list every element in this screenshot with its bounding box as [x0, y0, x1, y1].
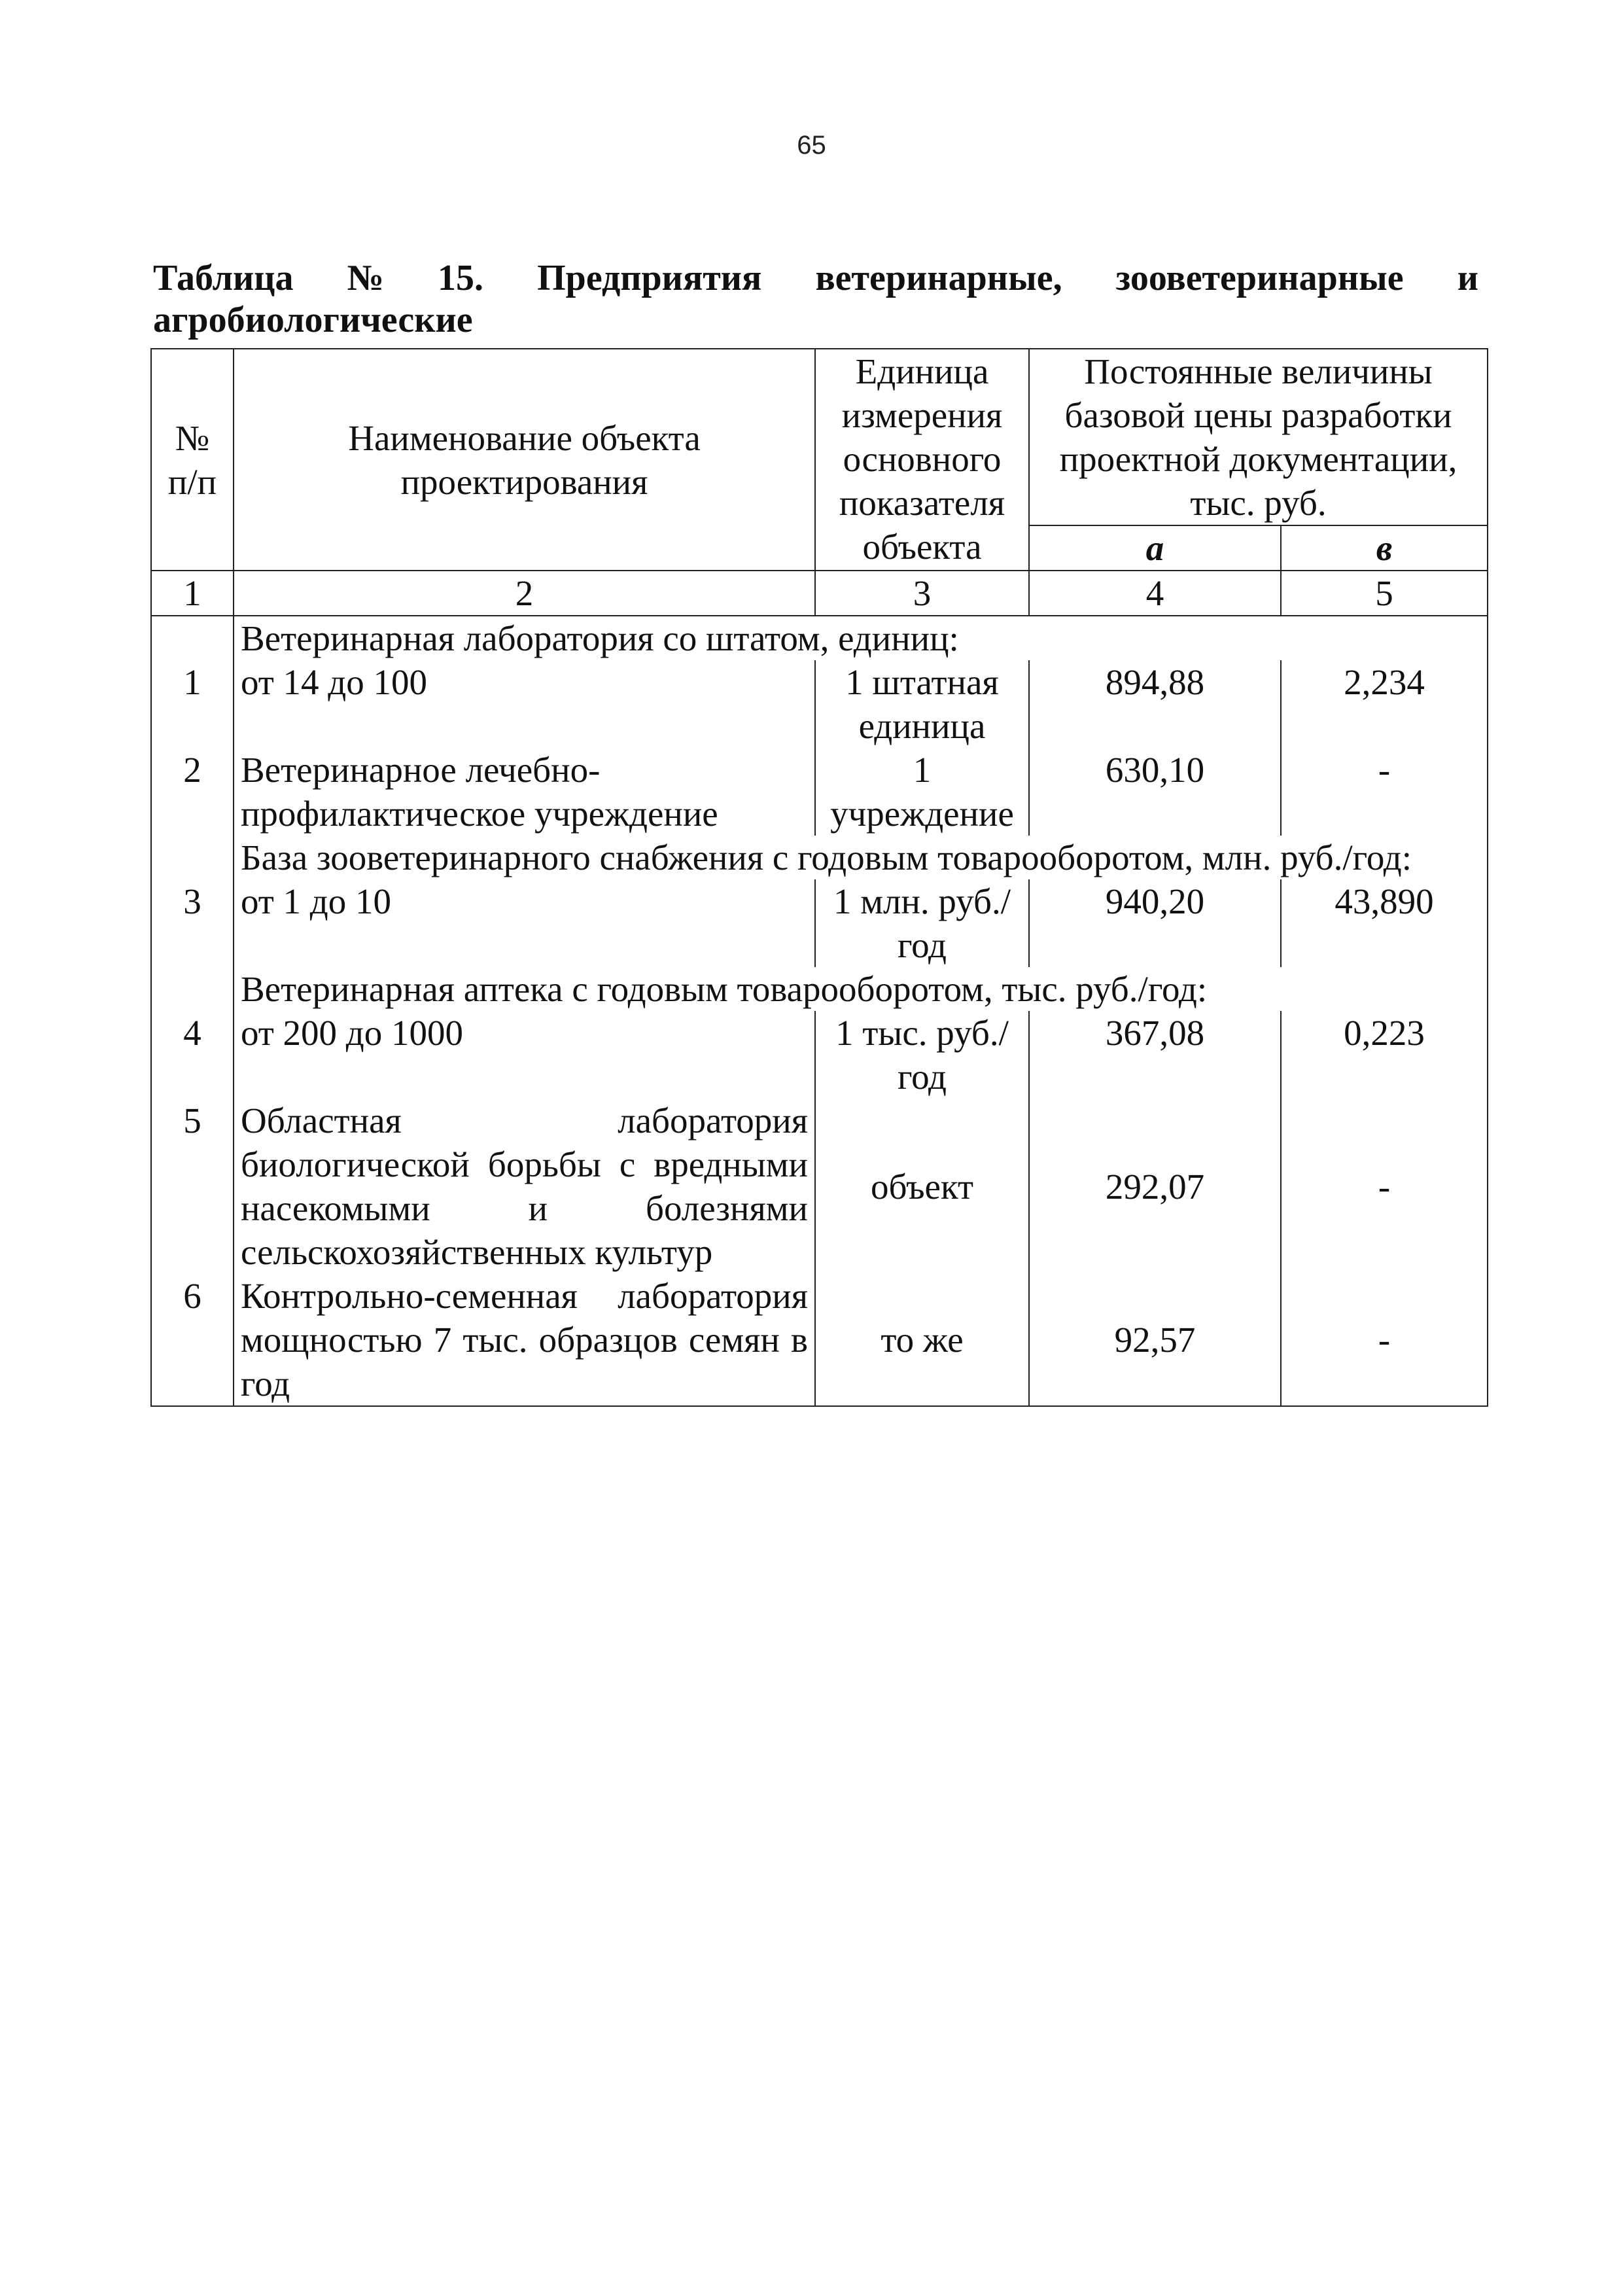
row-number: 3 — [151, 879, 234, 967]
header-col-price: Постоянные величины базовой цены разработки проектной документации, тыс. руб. — [1029, 349, 1488, 525]
row-name: от 14 до 100 — [234, 660, 815, 748]
row-number: 6 — [151, 1274, 234, 1406]
row-name: от 200 до 1000 — [234, 1011, 815, 1099]
header-col-num: № п/п — [151, 349, 234, 571]
row-value-b: - — [1281, 748, 1488, 836]
row-value-a: 92,57 — [1029, 1274, 1281, 1406]
header-col-a: а — [1029, 525, 1281, 571]
row-value-a: 940,20 — [1029, 879, 1281, 967]
row-unit: 1 тыс. руб./год — [815, 1011, 1029, 1099]
row-value-b: 0,223 — [1281, 1011, 1488, 1099]
title-word: Предприятия — [537, 258, 762, 298]
column-number: 2 — [234, 571, 815, 616]
empty-cell — [151, 616, 234, 660]
group-heading-row — [151, 616, 1488, 660]
group-heading: Ветеринарная лаборатория со штатом, единиц: — [234, 616, 1488, 660]
title-line-2: агробиологические — [153, 300, 473, 340]
row-value-a: 292,07 — [1029, 1099, 1281, 1274]
empty-cell — [151, 836, 234, 879]
table-row — [151, 879, 1488, 967]
row-number: 4 — [151, 1011, 234, 1099]
group-heading: Ветеринарная аптека с годовым товарооборотом, тыс. руб./год: — [234, 967, 1488, 1011]
title-word: 15. — [438, 258, 484, 298]
table-row — [151, 1011, 1488, 1099]
group-heading-row — [151, 967, 1488, 1011]
row-value-a: 630,10 — [1029, 748, 1281, 836]
title-word: Таблица — [153, 258, 294, 298]
data-table — [150, 348, 1488, 1407]
table-row — [151, 1274, 1488, 1406]
row-value-a: 367,08 — [1029, 1011, 1281, 1099]
data-table-wrapper — [150, 348, 1487, 1407]
row-value-b: - — [1281, 1274, 1488, 1406]
row-name: Контрольно-семенная лаборатория мощностью 7 тыс. образцов семян в год — [234, 1274, 815, 1406]
row-name: Областная лаборатория биологической борьбы с вредными насекомыми и болезнями сельскохозяйственных культур — [234, 1099, 815, 1274]
title-word: ветеринарные, — [815, 258, 1062, 298]
column-number: 3 — [815, 571, 1029, 616]
header-col-b: в — [1281, 525, 1488, 571]
row-value-a: 894,88 — [1029, 660, 1281, 748]
row-number: 1 — [151, 660, 234, 748]
column-number: 4 — [1029, 571, 1281, 616]
table-row — [151, 1099, 1488, 1274]
row-unit: объект — [815, 1099, 1029, 1274]
group-heading: База зооветеринарного снабжения с годовым товарооборотом, млн. руб./год: — [234, 836, 1488, 879]
table-row — [151, 660, 1488, 748]
header-col-unit: Единица измерения основного показателя объекта — [815, 349, 1029, 571]
column-numbers-row — [151, 571, 1488, 616]
row-name: от 1 до 10 — [234, 879, 815, 967]
page-number: 65 — [797, 131, 826, 160]
column-number: 5 — [1281, 571, 1488, 616]
title-word: № — [347, 258, 384, 298]
row-name: Ветеринарное лечебно-профилактическое учреждение — [234, 748, 815, 836]
row-unit: 1 штатная единица — [815, 660, 1029, 748]
row-value-b: 2,234 — [1281, 660, 1488, 748]
title-word: и — [1457, 258, 1478, 298]
row-number: 2 — [151, 748, 234, 836]
header-row — [151, 349, 1488, 525]
empty-cell — [151, 967, 234, 1011]
row-unit: то же — [815, 1274, 1029, 1406]
row-number: 5 — [151, 1099, 234, 1274]
row-value-b: - — [1281, 1099, 1488, 1274]
column-number: 1 — [151, 571, 234, 616]
header-col-name: Наименование объекта проектирования — [234, 349, 815, 571]
row-value-b: 43,890 — [1281, 879, 1488, 967]
row-unit: 1 учреждение — [815, 748, 1029, 836]
table-row — [151, 748, 1488, 836]
title-word: зооветеринарные — [1115, 258, 1404, 298]
title-line-1 — [153, 257, 1478, 299]
group-heading-row — [151, 836, 1488, 879]
table-title — [153, 257, 1478, 341]
row-unit: 1 млн. руб./год — [815, 879, 1029, 967]
